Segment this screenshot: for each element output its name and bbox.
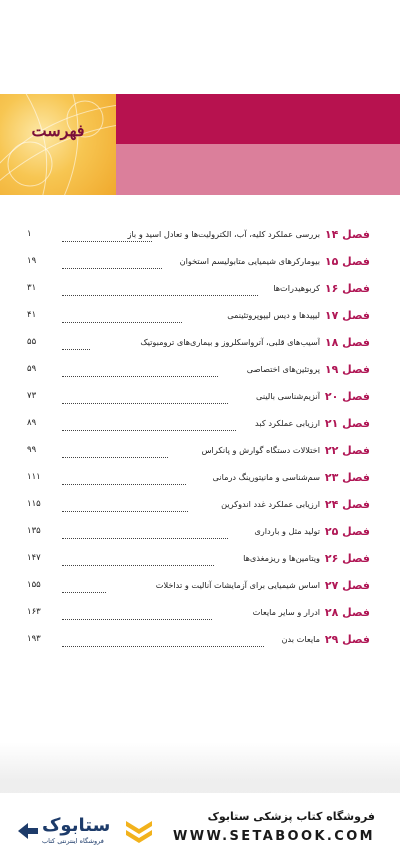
dot-leader: [62, 360, 218, 384]
header-bar-bottom: [116, 144, 400, 195]
dot-leader: [62, 252, 162, 276]
page-number: ۷۳: [27, 391, 37, 401]
toc-row: [0, 252, 400, 276]
shop-url-link[interactable]: WWW.SETABOOK.COM: [172, 829, 375, 844]
footer: [0, 793, 400, 854]
page-number: ۱: [27, 229, 32, 239]
toc-row: [0, 603, 400, 627]
chapter-title: کربوهیدرات‌ها: [273, 283, 320, 293]
chapter-label: فصل ۱۴: [324, 228, 370, 241]
setabook-logo[interactable]: [14, 815, 154, 849]
toc-row: [0, 360, 400, 384]
toc-row: [0, 576, 400, 600]
chapter-title: آسیب‌های قلبی، آترواسکلروز و بیماری‌های ترومبوتیک: [140, 337, 320, 347]
chapter-label: فصل ۱۹: [324, 363, 370, 376]
chapter-label: فصل ۱۵: [324, 255, 370, 268]
header-badge: [0, 94, 116, 195]
dot-leader: [62, 576, 106, 600]
page-number: ۸۹: [27, 418, 37, 428]
dot-leader: [62, 549, 214, 573]
dot-leader: [62, 630, 264, 654]
header-band: [0, 94, 400, 195]
dot-leader: [62, 279, 258, 303]
chapter-label: فصل ۲۴: [324, 498, 370, 511]
chapter-title: ارزیابی عملکرد غدد اندوکرین: [221, 499, 320, 509]
logo-subtitle: فروشگاه اینترنتی کتاب: [42, 837, 104, 845]
chapter-label: فصل ۲۵: [324, 525, 370, 538]
page-number: ۱۵۵: [27, 580, 41, 590]
toc-row: [0, 387, 400, 411]
chapter-label: فصل ۲۹: [324, 633, 370, 646]
chapter-title: اساس شیمیایی برای آزمایشات آنالیت و تداخلات: [155, 580, 320, 590]
toc-row: [0, 630, 400, 654]
toc-row: [0, 414, 400, 438]
toc-row: [0, 279, 400, 303]
dot-leader: [62, 603, 212, 627]
page-number: ۱۱۱: [27, 472, 41, 482]
page-number: ۳۱: [27, 283, 37, 293]
toc-row: [0, 549, 400, 573]
dot-leader: [62, 468, 186, 492]
chapter-title: پروتئین‌های اختصاصی: [246, 364, 320, 374]
page-number: ۵۹: [27, 364, 37, 374]
chapter-title: بیومارکرهای شیمیایی متابولیسم استخوان: [179, 256, 320, 266]
toc-row: [0, 441, 400, 465]
chapter-label: فصل ۱۶: [324, 282, 370, 295]
page-number: ۴۱: [27, 310, 37, 320]
toc-row: [0, 468, 400, 492]
dot-leader: [62, 495, 188, 519]
toc-row: [0, 495, 400, 519]
page-number: ۹۹: [27, 445, 37, 455]
chapter-label: فصل ۱۷: [324, 309, 370, 322]
chapter-title: سم‌شناسی و مانیتورینگ درمانی: [212, 472, 320, 482]
chapter-label: فصل ۲۶: [324, 552, 370, 565]
chapter-title: لیپیدها و دیس لیپوپروتئینمی: [227, 310, 320, 320]
chapter-label: فصل ۱۸: [324, 336, 370, 349]
toc-row: [0, 522, 400, 546]
chapter-label: فصل ۲۷: [324, 579, 370, 592]
chapter-title: ویتامین‌ها و ریزمغذی‌ها: [243, 553, 320, 563]
shop-name: فروشگاه کتاب پزشکی ستابوک: [207, 810, 375, 823]
header-bar-top: [116, 94, 400, 144]
dot-leader: [62, 387, 228, 411]
chapter-label: فصل ۲۱: [324, 417, 370, 430]
chapter-title: اختلالات دستگاه گوارش و پانکراس: [201, 445, 320, 455]
chapter-label: فصل ۲۸: [324, 606, 370, 619]
dot-leader: [62, 333, 90, 357]
chapter-label: فصل ۲۲: [324, 444, 370, 457]
page-number: ۱۹: [27, 256, 37, 266]
logo-text: ستابوک: [42, 815, 111, 836]
chapter-title: مایعات بدن: [281, 634, 320, 644]
page-number: ۱۴۷: [27, 553, 41, 563]
page-title: فهرست: [31, 121, 85, 140]
dot-leader: [62, 306, 182, 330]
dot-leader: [62, 441, 168, 465]
page-number: ۱۶۳: [27, 607, 41, 617]
page-number: ۱۱۵: [27, 499, 41, 509]
logo-chevron-icon: [124, 817, 154, 845]
toc-row: [0, 333, 400, 357]
page-number: ۵۵: [27, 337, 37, 347]
dot-leader: [62, 522, 228, 546]
chapter-label: فصل ۲۳: [324, 471, 370, 484]
chapter-title: ارزیابی عملکرد کبد: [255, 418, 320, 428]
chapter-title: آنزیم‌شناسی بالینی: [256, 391, 320, 401]
chapter-title: ادرار و سایر مایعات: [252, 607, 320, 617]
toc-row: [0, 225, 400, 249]
chapter-title: بررسی عملکرد کلیه، آب، الکترولیت‌ها و تعادل اسید و باز: [127, 229, 320, 239]
page-number: ۱۹۳: [27, 634, 41, 644]
page-number: ۱۳۵: [27, 526, 41, 536]
badge-pattern-icon: [0, 94, 116, 195]
chapter-label: فصل ۲۰: [324, 390, 370, 403]
logo-arrow-icon: [16, 821, 40, 841]
chapter-title: تولید مثل و بارداری: [254, 526, 320, 536]
toc-row: [0, 306, 400, 330]
dot-leader: [62, 414, 236, 438]
